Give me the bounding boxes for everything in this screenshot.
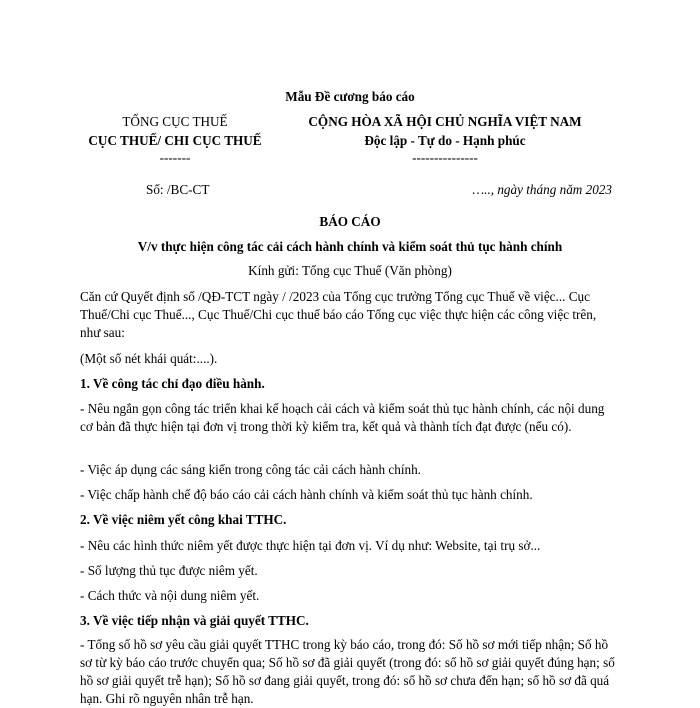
section2-paragraph-2: - Số lượng thủ tục được niêm yết. [80,563,258,578]
section3-paragraph-1: - Tổng số hồ sơ yêu cầu giải quyết TTHC trong kỳ báo cáo, trong đó: Số hồ sơ mới tiếp nhận; Số hồ sơ từ kỳ báo cáo trước chuyển qua; Số hồ sơ đã giải quyết (trong đó: số hồ sơ giải quyết đúng hạn; số hồ sơ giải quyết trễ hạn); Số hồ sơ đang giải quyết, trong đó: số hồ sơ chưa đến hạn; số hồ sơ đã quá hạn. Ghi rõ nguyên nhân trễ hạn. [80,637,615,706]
document-subject: V/v thực hiện công tác cải cách hành chính và kiểm soát thủ tục hành chính [137,239,563,254]
section3-heading: 3. Về việc tiếp nhận và giải quyết TTHC. [80,613,309,628]
intro-paragraph: Căn cứ Quyết định số /QĐ-TCT ngày / /2023 của Tổng cục trưởng Tổng cục Thuế về việc... Cục Thuế/Chi cục Thuế..., Cục Thuế/Chi cục thuế báo cáo Tổng cục việc thực hiện các công việc trên, như sau: [80,289,597,340]
agency-subunit: CỤC THUẾ/ CHI CỤC THUẾ [88,133,262,148]
section2-paragraph-1: - Nêu các hình thức niêm yết được thực hiện tại đơn vị. Ví dụ như: Website, tại trụ sở... [80,538,541,553]
document-number: Số: /BC-CT [146,182,210,197]
agency-divider: ------- [159,150,191,165]
document-label: Mẫu Đề cương báo cáo [285,89,415,104]
national-motto: Độc lập - Tự do - Hạnh phúc [364,133,526,148]
section2-paragraph-3: - Cách thức và nội dung niêm yết. [80,588,260,603]
document-date: ….., ngày tháng năm 2023 [472,182,612,197]
document-title: BÁO CÁO [319,214,381,229]
section1-paragraph-1: - Nêu ngắn gọn công tác triển khai kế hoạch cải cách và kiểm soát thủ tục hành chính, các nội dung cơ bản đã thực hiện tại đơn vị trong thời kỳ kiểm tra, kết quả và thành tích đạt được (nếu có). [80,401,605,434]
section1-paragraph-2: - Việc áp dụng các sáng kiến trong công tác cải cách hành chính. [80,462,421,477]
recipient-line: Kính gửi: Tổng cục Thuế (Văn phòng) [248,263,452,278]
section1-heading: 1. Về công tác chỉ đạo điều hành. [80,376,265,391]
national-title: CỘNG HÒA XÃ HỘI CHỦ NGHĨA VIỆT NAM [308,114,582,129]
national-divider: --------------- [412,150,478,165]
section2-heading: 2. Về việc niêm yết công khai TTHC. [80,512,287,527]
agency-name: TỔNG CỤC THUẾ [122,114,228,129]
overview-paragraph: (Một số nét khái quát:....). [80,351,218,366]
section1-paragraph-3: - Việc chấp hành chế độ báo cáo cải cách hành chính và kiểm soát thủ tục hành chính. [80,487,533,502]
